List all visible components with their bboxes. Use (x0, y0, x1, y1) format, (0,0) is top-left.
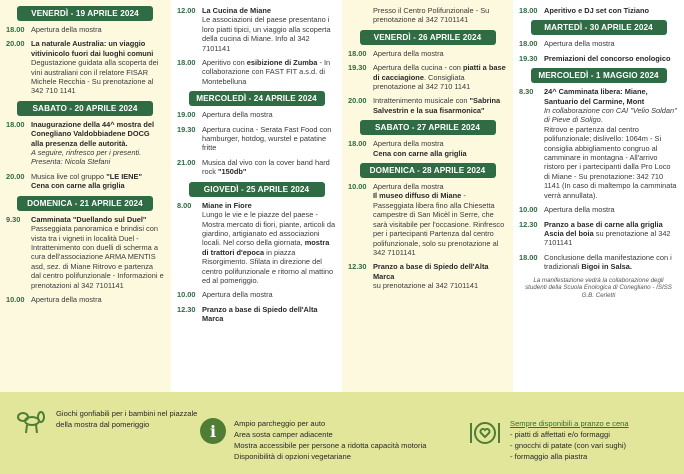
event-text: Apertura della mostra (31, 25, 102, 34)
event (348, 49, 507, 58)
event-text: Apertura cucina - Serata Fast Food con hamburger, hotdog, wurstel e patatine fritte (202, 124, 332, 153)
event-text: Musica dal vivo con la cover band hard rock (202, 157, 330, 177)
event-text: Aperitivo con (202, 58, 247, 68)
event (177, 158, 336, 177)
event-highlight: Ascia del boia (544, 228, 594, 238)
day-header: MERCOLEDÌ - 1 MAGGIO 2024 (531, 68, 667, 83)
event (348, 6, 507, 25)
event (348, 63, 507, 91)
event-time: 8.30 (519, 87, 534, 97)
event-time: 18.00 (348, 139, 367, 149)
event-text: su prenotazione al 342 7101141 (373, 281, 479, 291)
event (519, 205, 678, 214)
event-time: 19.30 (519, 53, 538, 63)
event-text: - Passeggiata libera fino alla Chiesetta campestre di San Micèl in Serre, che sarà visitabile per l'occasione. Rinfresco per i partecipanti Partenza dal centro polifunzionale, solo su prenotazione al 342 7101141 (373, 191, 505, 257)
event-time: 21.00 (177, 157, 196, 167)
event-time: 12.30 (177, 304, 196, 314)
event (177, 125, 336, 153)
day-header: DOMENICA - 21 APRILE 2024 (17, 196, 153, 211)
food-item: - gnocchi di patate (con vari sughi) (510, 441, 627, 450)
day-header: MARTEDÌ - 30 APRILE 2024 (531, 20, 667, 35)
event-highlight: esibizione di Zumba (246, 58, 318, 68)
event-text: Apertura della mostra (544, 39, 615, 49)
day-header: SABATO - 20 APRILE 2024 (17, 101, 153, 116)
event (177, 305, 336, 324)
event-text: Passeggiata panoramica e brindisi con vista tra i vigneti in località Duel - Intrattenimento con duelli di scherma a cura dell'associazione ARMA MENTIS asd, sez. di Miane Ritrovo e partenza dal centro polifunzionale - Informazioni e prenotazioni al 342 7101141 (31, 224, 164, 290)
event-time: 19.00 (177, 110, 196, 120)
event-time: 18.00 (519, 252, 538, 262)
event (6, 39, 164, 95)
event-title: Cena con carne alla griglia (373, 148, 467, 158)
event (519, 6, 678, 15)
info-line: Ampio parcheggio per auto (234, 419, 326, 428)
info-icon: i (200, 418, 226, 444)
event-text: in piazza Risorgimento. Sfilata in direzione del centro polifunzionale e ritorno al mattino ed al pomeriggio. (202, 247, 334, 285)
event (177, 6, 336, 53)
event-time: 12.30 (348, 262, 367, 272)
footer-info (200, 418, 480, 462)
event (348, 96, 507, 115)
day-header: GIOVEDÌ - 25 APRILE 2024 (189, 182, 325, 197)
event (348, 139, 507, 158)
event-title: Pranzo a base di Spiedo dell'Alta Marca (202, 304, 318, 324)
event-text: Apertura della mostra (373, 182, 444, 192)
event-text: Apertura della mostra (202, 110, 273, 120)
event-title: Inaugurazione della 44^ mostra del Conegliano Valdobbiadene DOCG alla presenza delle autorità. (31, 119, 155, 148)
event-text: Apertura della mostra (373, 139, 444, 149)
column-1 (0, 0, 170, 392)
event-title: Pranzo a base di carne alla griglia (544, 219, 663, 229)
info-line: Mostra accessibile per persone a ridotta capacità motoria (234, 441, 427, 450)
event-note: In collaborazione con CAI "Velio Soldan" di Pieve di Soligo. (544, 106, 677, 125)
event (519, 220, 678, 248)
event (348, 262, 507, 290)
event (519, 253, 678, 272)
event-time: 10.00 (177, 290, 196, 300)
event (6, 25, 164, 34)
kids-text: Giochi gonfiabili per i bambini nel piazzale della mostra dal pomeriggio (56, 409, 198, 429)
balloon-dog-icon (14, 408, 48, 438)
event-text: Apertura della mostra (544, 205, 615, 215)
event-highlight: piatti a base di cacciagione (373, 63, 506, 82)
event-time: 8.00 (177, 200, 192, 210)
event-time: 12.30 (519, 219, 538, 229)
footer-food (468, 418, 678, 462)
day-header: MERCOLEDÌ - 24 APRILE 2024 (189, 91, 325, 106)
event (177, 290, 336, 299)
footer-kids (14, 408, 214, 438)
event-title: Il museo diffuso di Miane (373, 191, 462, 201)
event-title: Pranzo a base di Spiedo dell'Alta Marca (373, 262, 489, 281)
event-text: . Consigliata prenotazione al 342 710 1141 (373, 72, 471, 92)
event-text: Presso il Centro Polifunzionale - Su prenotazione al 342 7101141 (373, 6, 490, 25)
event-time: 18.00 (519, 6, 538, 15)
event-time: 18.00 (6, 25, 25, 34)
event-text: Intrattenimento musicale con (373, 96, 470, 106)
event-note: A seguire, rinfresco per i presenti. Presenta: Nicola Stefani (31, 148, 142, 167)
event (519, 39, 678, 48)
event-text: Apertura della mostra (373, 48, 444, 58)
event-title: Aperitivo e DJ set con Tiziano (544, 6, 649, 15)
event-time: 10.00 (6, 294, 25, 304)
day-header: VENERDÌ - 26 APRILE 2024 (360, 30, 496, 45)
event-title: Premiazioni del concorso enologico (544, 53, 671, 63)
event-time: 20.00 (6, 171, 25, 181)
info-line: Disponibilità di opzioni vegetariane (234, 452, 351, 461)
event (6, 172, 164, 191)
event (177, 201, 336, 286)
event-title: Miane in Fiore (202, 200, 252, 210)
food-title: Sempre disponibili a pranzo e cena (510, 419, 629, 428)
event-text: Musica live col gruppo (31, 171, 107, 181)
food-item: - formaggio alla piastra (510, 452, 588, 461)
event-time: 18.00 (6, 119, 25, 129)
event-highlight: Bigoi in Salsa. (581, 262, 632, 272)
event-text: Apertura della mostra (202, 290, 273, 300)
event-time: 18.00 (519, 39, 538, 49)
event (6, 120, 164, 167)
event (519, 87, 678, 200)
event-title: La Cucina de Miane (202, 6, 271, 15)
info-line: Area sosta camper adiacente (234, 430, 333, 439)
event (177, 58, 336, 86)
band-name: "150db" (218, 167, 247, 177)
event-text: Le associazioni del paese presentano i loro piatti tipici, un viaggio alla scoperta della cucina di Miane. Info al 342 7101141 (202, 15, 331, 53)
column-2 (171, 0, 342, 392)
column-4 (513, 0, 684, 392)
event-time: 19.30 (177, 124, 196, 134)
band-name: "LE IENE" (106, 171, 142, 181)
event-text: Ritrovo e partenza dal centro polifunzionale; dislivello: 1064m - Si consiglia abbigliamento congruo al camminare in montagna - All'arrivo ristoro per i partecipanti dalla Pro Loco di Miane - Su prenotazione: 342 710 1141 (In caso di maltempo la camminata verrà annullata). (544, 124, 677, 200)
day-header: DOMENICA - 28 APRILE 2024 (360, 163, 496, 178)
event-text: - In collaborazione con FAST FIT a.s.d. di Montebelluna (202, 58, 331, 86)
column-3 (342, 0, 513, 392)
event-text: Lungo le vie e le piazze del paese - Mostra mercato di fiori, piante, articoli da giardino, artigianato ed associazioni locali. Nel corso della giornata, (202, 210, 336, 248)
event-title: Cena con carne alla griglia (31, 181, 125, 191)
event-title: 24^ Camminata libera: Miane, Santuario del Carmine, Mont (544, 87, 648, 106)
footer (0, 392, 684, 474)
event-time: 20.00 (6, 39, 25, 49)
event-title: Camminata "Duellando sul Duel" (31, 214, 147, 224)
event-time: 12.00 (177, 6, 196, 15)
event-time: 9.30 (6, 214, 21, 224)
event-time: 10.00 (348, 182, 367, 192)
event (6, 295, 164, 304)
day-header: SABATO - 27 APRILE 2024 (360, 120, 496, 135)
event-highlight: mostra di trattori d'epoca (202, 238, 330, 257)
event-text: su prenotazione al 342 7101141 (544, 228, 671, 248)
event (519, 54, 678, 63)
food-item: - piatti di affettati e/o formaggi (510, 430, 610, 439)
event-text: Apertura della cucina - con (373, 63, 463, 73)
event-text: Conclusione della manifestazione con i tradizionali (544, 252, 672, 272)
collaboration-note: La manifestazione vedrà la collaborazione degli studenti della Scuola Enologica di Conegliano - ISISS G.B. Cerletti (525, 276, 672, 299)
band-name: "Sabrina Salvestrin e la sua fisarmonica" (373, 96, 501, 115)
event-text: Degustazione guidata alla scoperta dei vini australiani con il relatore FISAR Michele Recchia - Su prenotazione al 342 710 1141 (31, 58, 159, 96)
event (348, 182, 507, 257)
event-time: 20.00 (348, 96, 367, 106)
event-text: Apertura della mostra (31, 294, 102, 304)
event-time: 19.30 (348, 63, 367, 73)
event (6, 215, 164, 290)
plate-heart-icon (468, 418, 502, 448)
event-time: 10.00 (519, 205, 538, 215)
event (177, 110, 336, 119)
event-time: 18.00 (348, 48, 367, 58)
event-title: La naturale Australia: un viaggio vitivinicolo fuori dai luoghi comuni (31, 39, 154, 58)
event-time: 18.00 (177, 58, 196, 68)
day-header: VENERDÌ - 19 APRILE 2024 (17, 6, 153, 21)
